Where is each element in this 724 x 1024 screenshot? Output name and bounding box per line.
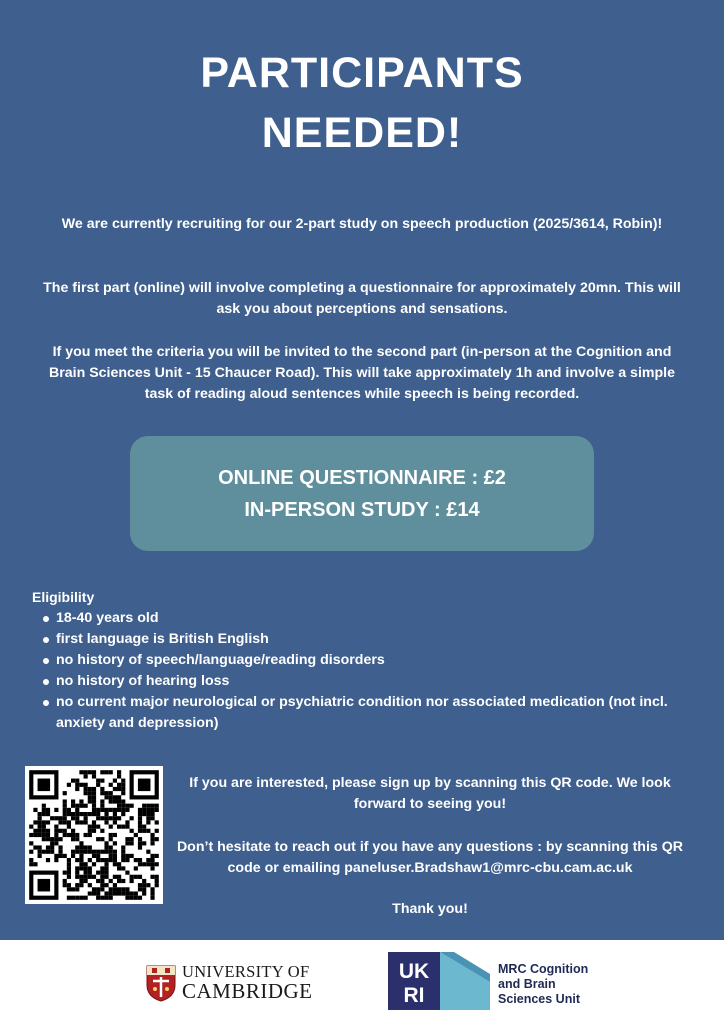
page-title-line1: PARTICIPANTS xyxy=(200,49,524,97)
eligibility-item: 18-40 years old xyxy=(40,608,680,629)
ukri-logo-text-bottom: RI xyxy=(403,984,425,1007)
cambridge-name-line2: CAMBRIDGE xyxy=(182,979,313,1003)
page-title-line2: NEEDED! xyxy=(261,109,463,157)
mrc-cbu-name xyxy=(498,962,618,1007)
payment-online: ONLINE QUESTIONNAIRE : £2 xyxy=(218,466,506,489)
intro-paragraph-1: We are currently recruiting for our 2-part study on speech production (2025/3614, Robin)! xyxy=(61,216,663,232)
eligibility-item: first language is British English xyxy=(40,629,680,650)
ukri-logo-text-top: UK xyxy=(398,960,430,983)
mrc-cbu-line2: and Brain xyxy=(498,977,556,991)
payment-in-person: IN-PERSON STUDY : £14 xyxy=(244,498,480,521)
signup-qr-code[interactable] xyxy=(25,766,163,904)
eligibility-item: no current major neurological or psychiatric condition nor associated medication (not incl. anxiety and depression) xyxy=(40,692,680,734)
mrc-cbu-line3: Sciences Unit xyxy=(498,992,580,1006)
eligibility-list xyxy=(40,608,680,734)
eligibility-item: no history of hearing loss xyxy=(40,671,680,692)
contact-signup-text: If you are interested, please sign up by scanning this QR code. We look forward to seeing you! xyxy=(189,775,671,812)
intro-paragraph-3: If you meet the criteria you will be invited to the second part (in-person at the Cognition and Brain Sciences Unit - 15 Chaucer Road). This will take approximately 1h and involve a simple task of reading aloud sentences while speech is being recorded. xyxy=(48,344,676,402)
intro-paragraph-2: The first part (online) will involve completing a questionnaire for approximately 20mn. This will ask you about perceptions and sensations. xyxy=(43,280,681,317)
eligibility-item: no history of speech/language/reading disorders xyxy=(40,650,680,671)
contact-questions-text: Don’t hesitate to reach out if you have any questions : by scanning this QR code or emailing paneluser.Bradshaw1@mrc-cbu.cam.ac.uk xyxy=(176,839,684,876)
ukri-logo xyxy=(388,952,490,1010)
contact-thanks-text: Thank you! xyxy=(392,901,468,917)
payment-box xyxy=(130,436,594,551)
mrc-cbu-line1: MRC Cognition xyxy=(498,962,589,976)
cambridge-name-line1: UNIVERSITY OF xyxy=(182,962,310,981)
eligibility-title: Eligibility xyxy=(32,589,95,605)
